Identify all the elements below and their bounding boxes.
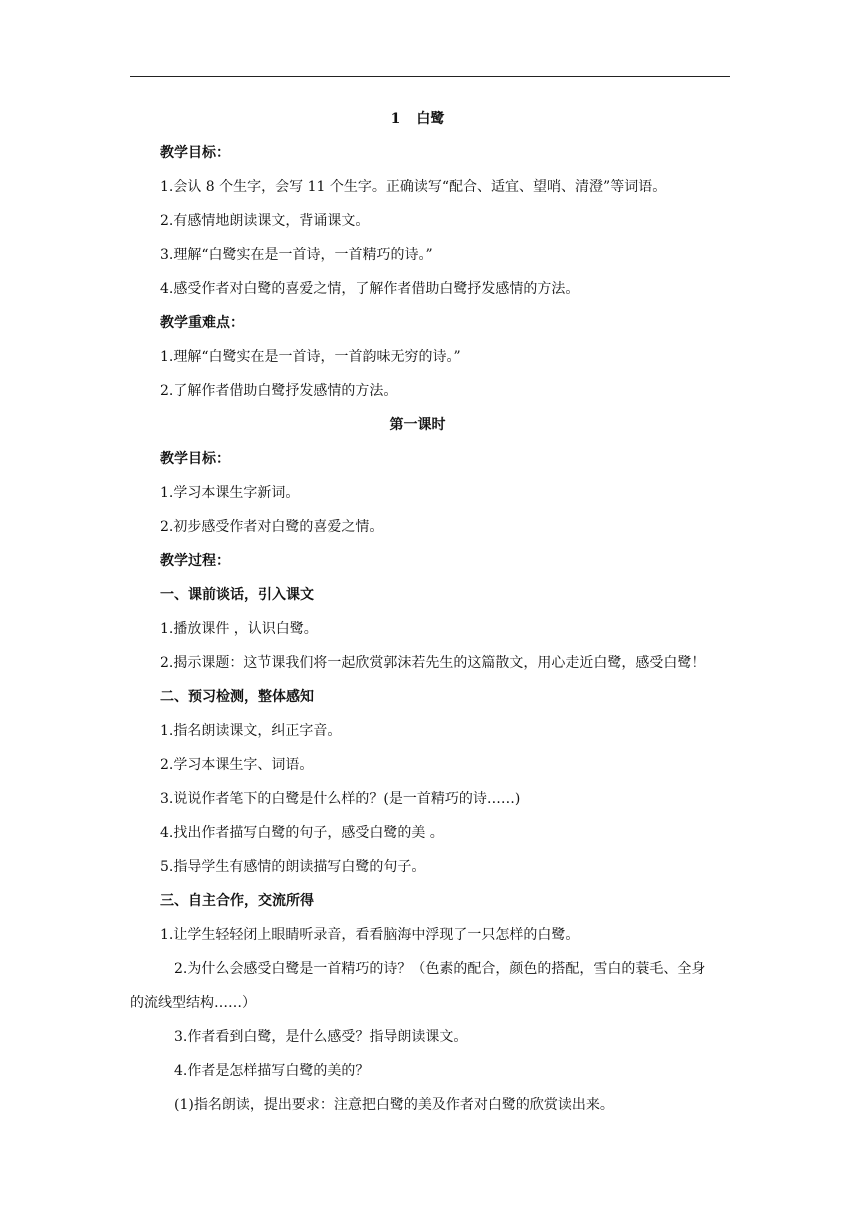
lesson-title [100, 102, 735, 136]
part2-heading: 二、预习检测，整体感知 [160, 689, 314, 705]
document-body [130, 102, 735, 1122]
lesson-name: 白鹭 [416, 111, 445, 127]
part3-item: 4.作者是怎样描写白鹭的美的？ [174, 1063, 370, 1079]
part2-item: 1.指名朗读课文，纠正字音。 [160, 723, 342, 739]
first-class-goal-item: 2.初步感受作者对白鹭的喜爱之情。 [160, 519, 384, 535]
first-class-title: 第一课时 [389, 417, 446, 433]
part2-item: 5.指导学生有感情的朗读描写白鹭的句子。 [160, 859, 426, 875]
key-point-item: 1.理解“白鹭实在是一首诗，一首韵味无穷的诗。” [160, 349, 461, 365]
part2-item: 4.找出作者描写白鹭的句子，感受白鹭的美 。 [160, 825, 444, 841]
part3-subitem: (1)指名朗读，提出要求：注意把白鹭的美及作者对白鹭的欣赏读出来。 [174, 1097, 614, 1113]
goal-item: 4.感受作者对白鹭的喜爱之情，了解作者借助白鹭抒发感情的方法。 [160, 281, 580, 297]
part1-item: 2.揭示课题：这节课我们将一起欣赏郭沫若先生的这篇散文，用心走近白鹭，感受白鹭！ [160, 655, 706, 671]
key-point-item: 2.了解作者借助白鹭抒发感情的方法。 [160, 383, 398, 399]
goal-item: 2.有感情地朗读课文，背诵课文。 [160, 213, 370, 229]
goals-heading: 教学目标： [160, 145, 230, 161]
part3-item: 1.让学生轻轻闭上眼睛听录音，看看脑海中浮现了一只怎样的白鹭。 [160, 927, 580, 943]
lesson-number: 1 [390, 111, 401, 127]
first-class-goal-item: 1.学习本课生字新词。 [160, 485, 300, 501]
part3-item: 2.为什么会感受白鹭是一首精巧的诗？（色素的配合，颜色的搭配，雪白的蓑毛、全身 [174, 961, 706, 977]
part2-item: 2.学习本课生字、词语。 [160, 757, 314, 773]
part3-item-continuation: 的流线型结构……） [130, 995, 256, 1011]
process-heading: 教学过程： [160, 553, 230, 569]
part3-heading: 三、自主合作，交流所得 [160, 893, 314, 909]
part1-item: 1.播放课件 ，认识白鹭。 [160, 621, 318, 637]
first-class-goals-heading: 教学目标： [160, 451, 230, 467]
header-rule [130, 76, 730, 77]
goal-item: 3.理解“白鹭实在是一首诗，一首精巧的诗。” [160, 247, 433, 263]
goal-item: 1.会认 8 个生字，会写 11 个生字。正确读写“配合、适宜、望哨、清澄”等词语。 [160, 179, 667, 195]
part1-heading: 一、课前谈话，引入课文 [160, 587, 314, 603]
part2-item: 3.说说作者笔下的白鹭是什么样的？(是一首精巧的诗……) [160, 791, 521, 807]
part3-item: 3.作者看到白鹭，是什么感受？指导朗读课文。 [174, 1029, 468, 1045]
key-points-heading: 教学重难点： [160, 315, 244, 331]
